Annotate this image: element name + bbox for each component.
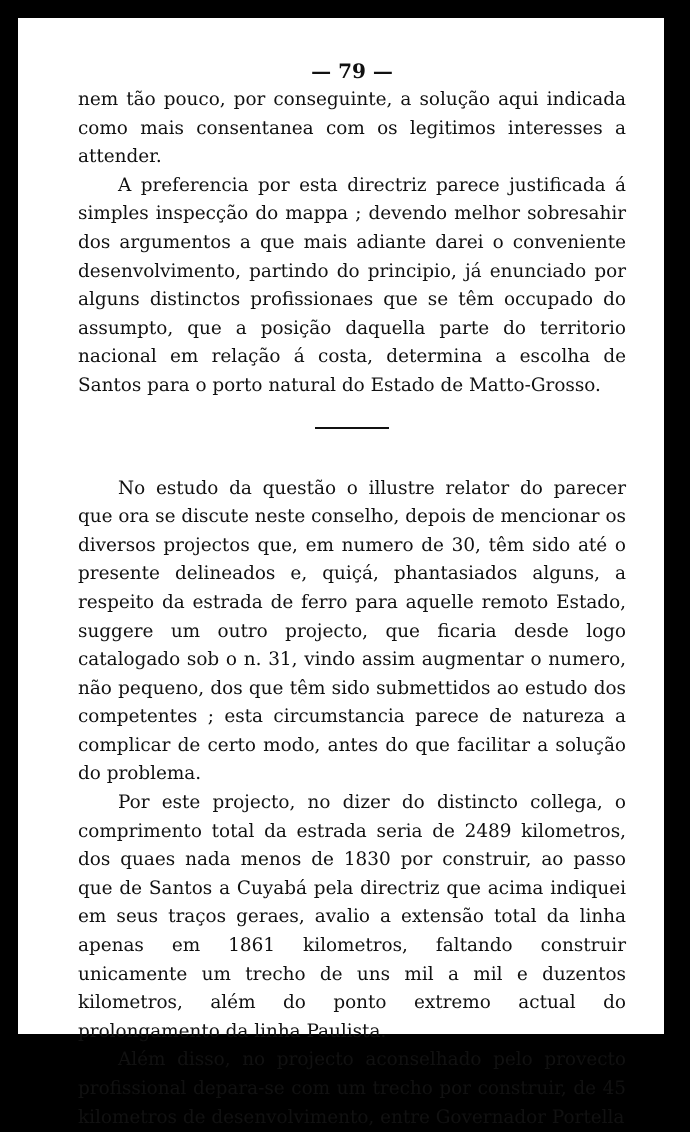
- section-divider: [315, 427, 389, 429]
- paragraph-continuation: nem tão pouco, por conseguinte, a solução aqui indicada como mais consentanea com os legitimos interesses a attender.: [78, 89, 626, 168]
- paragraph-estudo: No estudo da questão o illustre relator do parecer que ora se discute neste conselho, depois de mencionar os diversos projectos que, em numero de 30, têm sido até o presente delineados e, quiçá, phantasiados alguns, a respeito da estrada de ferro para aquelle remoto Estado, suggere um outro projecto, que ficaria desde logo catalogado sob o n. 31, vindo assim augmentar o numero, não pequeno, dos que têm sido submettidos ao estudo dos competentes ; esta circumstancia parece de natureza a complicar de certo modo, antes do que facilitar a solução do problema.: [78, 477, 626, 785]
- paragraph-alem-disso: Além disso, no projecto aconselhado pelo provecto profissional depara-se com um trecho por construir, de 45 kilometros de desenvolvimento, entre Governador Portella: [78, 1049, 626, 1128]
- paragraph-preferencia: A preferencia por esta directriz parece justificada á simples inspecção do mappa ; devendo melhor sobresahir dos argumentos a que mais adiante darei o conveniente desenvolvimento, partindo do principio, já enunciado por alguns distinctos profissionaes que se têm occupado do assumpto, que a posição daquella parte do territorio nacional em relação á costa, determina a escolha de Santos para o porto natural do Estado de Matto-Grosso.: [78, 174, 626, 396]
- page-content: [78, 56, 626, 1132]
- book-page: [18, 18, 664, 1128]
- page-number: — 79 —: [311, 59, 393, 83]
- paragraph-projecto: Por este projecto, no dizer do distincto collega, o comprimento total da estrada seria de 2489 kilometros, dos quaes nada menos de 1830 por construir, ao passo que de Santos a Cuyabá pela directriz que acima indiquei em seus traços geraes, avalio a extensão total da linha apenas em 1861 kilometros, faltando construir unicamente um trecho de uns mil a mil e duzentos kilometros, além do ponto extremo actual do prolongamento da linha Paulista.: [78, 792, 626, 1042]
